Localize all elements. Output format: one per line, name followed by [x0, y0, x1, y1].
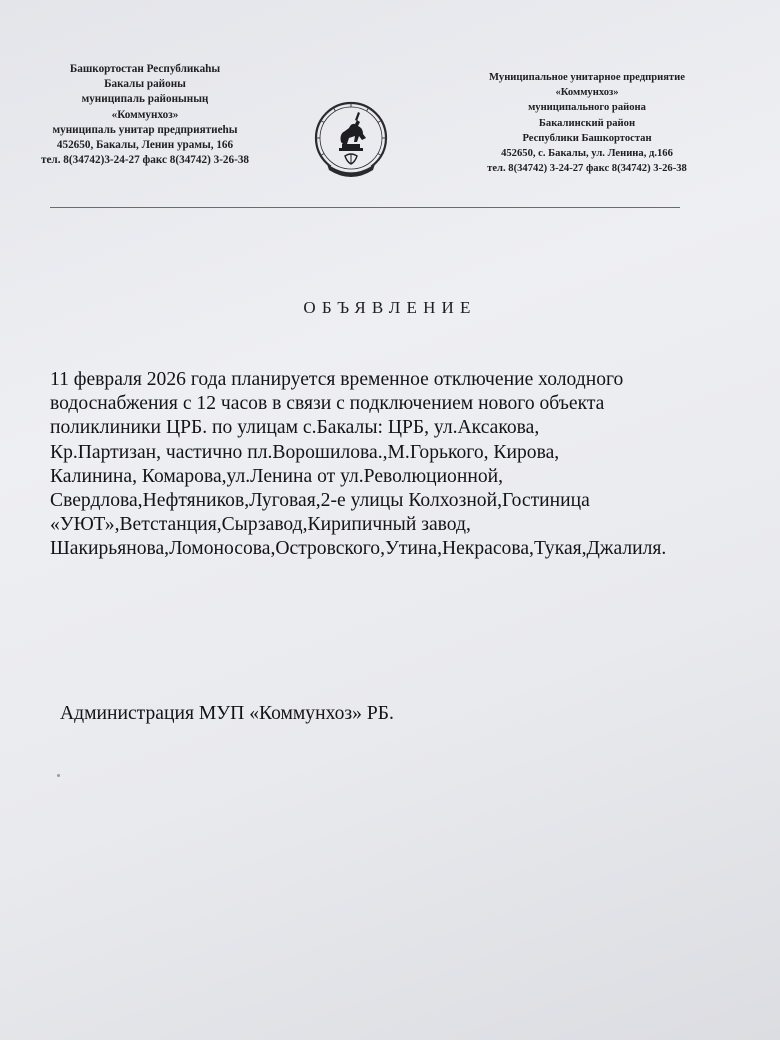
header-russian-block: [452, 70, 722, 176]
body-line: Кр.Партизан, частично пл.Ворошилова.,М.Горького, Кирова,: [50, 441, 560, 463]
body-line: «УЮТ»,Ветстанция,Сырзавод,Кирипичный завод,: [50, 514, 471, 536]
header-right-line: 452650, с. Бакалы, ул. Ленина, д.166: [501, 148, 673, 160]
header-right-line: «Коммунхоз»: [555, 87, 619, 99]
header-right-line: Республики Башкортостан: [522, 132, 652, 144]
header-right-line: тел. 8(34742) 3-24-27 факс 8(34742) 3-26-38: [487, 163, 687, 175]
header-left-line: «Коммунхоз»: [111, 108, 179, 121]
bashkortostan-coat-of-arms-icon: [311, 98, 391, 182]
header-left-line: тел. 8(34742)3-24-27 факс 8(34742) 3-26-38: [40, 154, 250, 167]
header-left-line: муниципаль районының: [81, 93, 209, 106]
header-left-line: Бакалы районы: [104, 78, 186, 91]
body-line: водоснабжения с 12 часов в связи с подключением нового объекта: [50, 393, 605, 415]
header-right-line: Муниципальное унитарное предприятие: [489, 72, 685, 83]
body-line: Свердлова,Нефтяников,Луговая,2-е улицы Колхозной,Гостиница: [50, 490, 590, 512]
header-right-line: муниципального района: [528, 102, 646, 114]
header-divider: [50, 207, 680, 208]
header-right-line: Бакалинский район: [538, 117, 636, 129]
header-left-line: Башкортостан Республикаһы: [69, 63, 221, 75]
signature-line: Администрация МУП «Коммунхоз» РБ.: [60, 703, 394, 724]
header-bashkir-block: [10, 62, 280, 168]
announcement-body: [50, 368, 770, 562]
paper-speck: [57, 774, 60, 777]
body-line: 11 февраля 2026 года планируется временное отключение холодного: [50, 369, 624, 390]
body-line: поликлиники ЦРБ. по улицам с.Бакалы: ЦРБ, ул.Аксакова,: [50, 417, 540, 439]
body-line: Калинина, Комарова,ул.Ленина от ул.Революционной,: [50, 465, 504, 487]
header-left-line: 452650, Бакалы, Ленин урамы, 166: [56, 139, 234, 152]
body-line: Шакирьянова,Ломоносова,Островского,Утина,Некрасова,Тукая,Джалиля.: [50, 538, 667, 560]
emblem-graphic: [311, 98, 391, 182]
announcement-title: ОБЪЯВЛЕНИЕ: [303, 298, 477, 317]
header-left-line: муниципаль унитар предприятиеһы: [52, 123, 238, 136]
